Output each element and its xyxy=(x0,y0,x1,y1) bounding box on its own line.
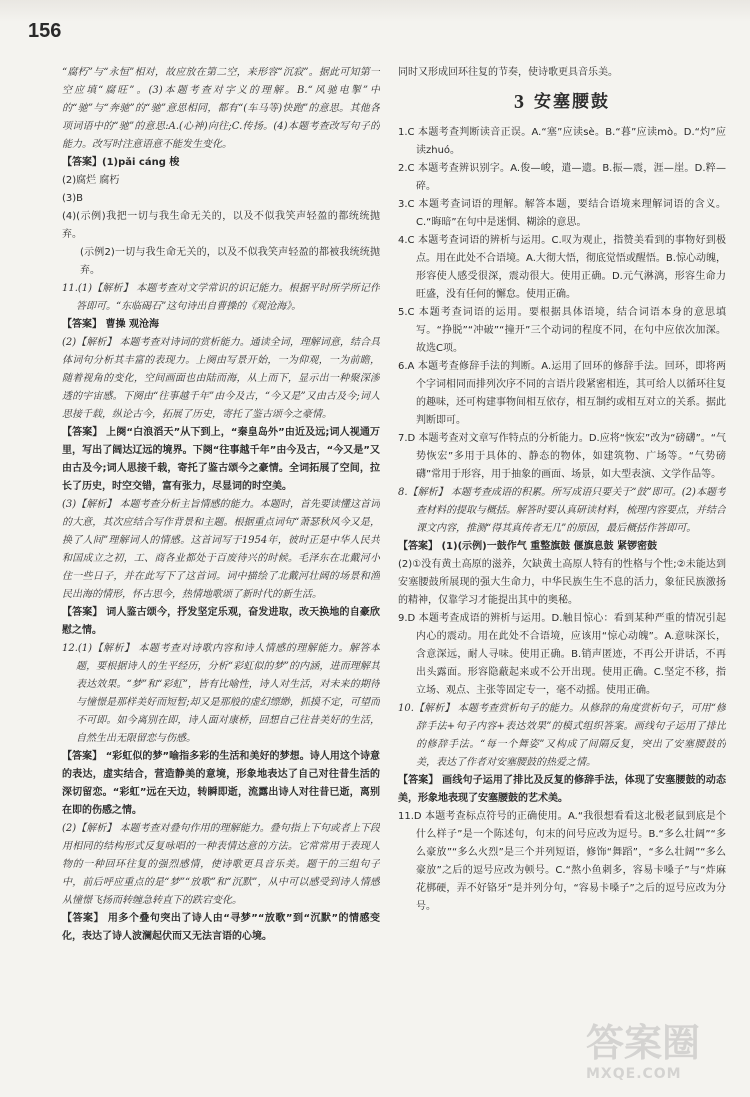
paragraph: 1.C 本题考查判断读音正误。A.“塞”应读sè。B.“暮”应读mò。D.“灼”应读zhuó。 xyxy=(398,127,726,156)
paragraph: (3)【解析】 本题考查分析主旨情感的能力。本题时，首先要读懂这首词的大意，其次应结合写作背景和主题。根据重点词句“萧瑟秋风今又是，换了人间”理解词人的情感。这首词写于1954年，彼时正是中华人民共和国成立之初，工、商各业都处于百废待兴的时候。毛泽东在北戴河小住一些日子，并在此写下了这首词。词中描绘了北戴河壮阔的场景和渔民出海的情形，怀古思今，热情地歌颂了新时代的新生活。 xyxy=(62,499,380,600)
paragraph: 12.(1)【解析】 本题考查对诗歌内容和诗人情感的理解能力。解答本题，要根据诗人的生平经历，分析“彩虹似的梦”的内涵，进而理解其表达效果。“梦”和“彩虹”，皆有比喻性，诗人对生活，对未来的期待与憧憬是那样美好而短暂;却又是那般的虚幻缥缈，抓摸不定，可望而不可即。如今离别在即，诗人面对康桥，回想自己往昔美好的生活，自然生出无限留恋与伤感。 xyxy=(62,643,380,744)
watermark-logo xyxy=(586,1021,736,1091)
section-heading xyxy=(398,84,726,120)
paragraph: (2)【解析】 本题考查对诗词的赏析能力。通读全词，理解词意，结合具体词句分析其丰富的表现力。上阕由写景开始，一为仰观，一为前瞻，随着视角的变化，空间画面也由陆而海，从上而下，显示出一种聚深渗透的宇宙感。下阕由“往事越千年”由今及古，“今又是”又由古及今;词人思接千载，纵论古今，拓展了历史，寄托了鉴古颂今之豪情。 xyxy=(62,337,380,420)
paragraph: 【答案】 曹操 观沧海 xyxy=(62,319,159,330)
paragraph: (2)【解析】 本题考查对叠句作用的理解能力。叠句指上下句或者上下段用相同的结构形式反复咏唱的一种表情达意的方法。它常常用于表现人物的一种回环往复的强烈感情，使诗歌更具音乐美。题干的三组句子中，前后呼应重点的是“梦”“放歌”和“沉默”，从中可以感受到诗人情感从憧憬飞扬而转缠急转直下的跌宕变化。 xyxy=(62,823,380,906)
paragraph: 【答案】 上阕“白浪滔天”从下到上，“秦皇岛外”由近及远;词人视通万里，写出了阔达辽远的境界。下阕“往事越千年”由今及古，“今又是”又由古及今;词人思接千载，寄托了鉴古颂今之豪情。全词拓展了空间，拉长了历史，时空交错，富有张力，尽显词的时空美。 xyxy=(62,427,380,492)
right-column xyxy=(398,64,726,1094)
paragraph: 【答案】 画线句子运用了排比及反复的修辞手法，体现了安塞腰鼓的动态美，形象地表现了安塞腰鼓的艺术美。 xyxy=(398,775,726,804)
paragraph: 【答案】(1)pǎi cáng 梭 xyxy=(62,157,180,168)
paragraph: “腐朽”与“永恒”相对，故应放在第二空，来形容“沉寂”。据此可知第一空应填“腐旺”。(3)本题考查对字义的理解。B.“风驰电掣”中的“驰”与“奔驰”的“驰”意思相同，都有“(车马等)快跑”的意思。其他各项词语中的“驰”的意思:A.(心神)向往;C.传扬。(4)本题考查改写句子的能力。改写时注意语意不能发生变化。 xyxy=(62,67,380,150)
paragraph: 【答案】 词人鉴古颂今，抒发坚定乐观，奋发进取，改天换地的自豪欣慰之情。 xyxy=(62,607,380,636)
paragraph: 8.【解析】 本题考查成语的积累。所写成语只要关于“鼓”即可。(2)本题考查材料的提取与概括。解答时要认真研读材料，梳理内容要点，并结合课文内容，推测“得其真传者无几”的原因，最后概括作答即可。 xyxy=(398,487,726,534)
page-top-band xyxy=(0,0,750,22)
paragraph: 【答案】 用多个叠句突出了诗人由“寻梦”“放歌”到“沉默”的情感变化，表达了诗人波澜起伏而又无法言语的心境。 xyxy=(62,913,380,942)
right-answers xyxy=(398,124,726,916)
paragraph: (示例2)一切与我生命无关的，以及不似我笑声轻盈的都被我统统抛弃。 xyxy=(80,247,380,276)
paragraph: 10.【解析】 本题考查赏析句子的能力。从修辞的角度赏析句子，可用“修辞手法+句子内容+表达效果”的模式组织答案。画线句子运用了排比的修辞手法。“每一个舞姿”又构成了间隔反复，突出了安塞腰鼓的美，表达了作者对安塞腰鼓的热爱之情。 xyxy=(398,703,726,768)
paragraph: 【答案】 (1)(示例)一鼓作气 重整旗鼓 偃旗息鼓 紧锣密鼓 xyxy=(398,541,658,552)
paragraph: 7.D 本题考查对文章写作特点的分析能力。D.应将“恢宏”改为“磅礴”。“气势恢宏”多用于具体的、静态的物体，如建筑物、广场等。“气势磅礴”常用于形容，用于抽象的画面、场景，如大型表演、文学作品等。 xyxy=(398,433,726,480)
paragraph: (2)腐烂 腐朽 xyxy=(62,175,120,186)
left-column xyxy=(62,64,380,1094)
paragraph: (2)①没有黄土高原的滋养，欠缺黄土高原人特有的性格与个性;②未能达到安塞腰鼓所展现的强大生命力，中华民族生生不息的活力，象征民族激扬的精神，仅靠学习才能提出其中的奥秘。 xyxy=(398,559,726,606)
right-intro-text: 同时又形成回环往复的节奏，使诗歌更具音乐美。 xyxy=(398,67,618,78)
watermark-url: MXQE.COM xyxy=(586,1066,682,1082)
paragraph: (3)B xyxy=(62,193,84,204)
paragraph: 11.(1)【解析】 本题考查对文学常识的识记能力。根据平时所学所记作答即可。“东临碣石”这句诗出自曹操的《观沧海》。 xyxy=(62,283,380,312)
section-number: 3 xyxy=(514,91,524,113)
section-title: 安塞腰鼓 xyxy=(534,92,610,112)
paragraph: 【答案】 “彩虹似的梦”喻指多彩的生活和美好的梦想。诗人用这个诗意的表达，虚实结合，营造静美的意境，形象地表达了自己对往昔生活的深切留恋。“彩虹”远在天边，转瞬即逝，流露出诗人对往昔已逝，离别在即的伤感之情。 xyxy=(62,751,380,816)
paragraph: 3.C 本题考查词语的理解。解答本题，要结合语境来理解词语的含义。C.“晦暗”在句中是迷惘、糊涂的意思。 xyxy=(398,199,726,228)
paragraph: 5.C 本题考查词语的运用。要根据具体语境，结合词语本身的意思填写。“挣脱”“冲破”“撞开”三个动词的程度不同，在句中应依次加深。故选C项。 xyxy=(398,307,726,354)
paragraph: 9.D 本题考查成语的辨析与运用。D.触目惊心：看到某种严重的情况引起内心的震动。用在此处不合语境，应该用“惊心动魄”。A.意味深长，含意深远，耐人寻味。使用正确。B.销声匿迹，不再公开讲话，不再出头露面。形容隐蔽起来或不公开出现。使用正确。C.坚定不移，指立场、观点、主张等固定专一，毫不动摇。使用正确。 xyxy=(398,613,726,696)
paragraph: 2.C 本题考查辨识别字。A.俊—峻，遣—遗。B.振—震，涯—崖。D.粹—碎。 xyxy=(398,163,726,192)
paragraph: 6.A 本题考查修辞手法的判断。A.运用了回环的修辞手法。回环，即将两个字词相同而排列次序不同的言语片段紧密相连，其可给人以循环往复的趣味，还可构建事物间相互依存，相互制约或相互对立的关系。据此判断即可。 xyxy=(398,361,726,426)
paragraph: 11.D 本题考查标点符号的正确使用。A.“我很想看看这北极老鼠到底是个什么样子”是一个陈述句，句末的问号应改为逗号。B.“多么壮阔”“多么豪放”“多么火烈”是三个并列短语，修饰“舞蹈”，“多么壮阔”“多么豪放”之后的逗号应改为顿号。C.“熬小鱼刺多，容易卡嗓子”与“炸麻花梆硬，弄不好铬牙”是并列分句，“容易卡嗓子”之后的逗号应改为分号。 xyxy=(398,811,726,912)
watermark-text: 答案圈 xyxy=(586,1021,701,1065)
page-number: 156 xyxy=(28,20,62,42)
paragraph: (4)(示例)我把一切与我生命无关的，以及不似我笑声轻盈的都统统抛弃。 xyxy=(62,211,380,240)
paragraph: 4.C 本题考查词语的辨析与运用。C.叹为观止，指赞美看到的事物好到极点。用在此处不合语境。A.大彻大悟，彻底觉悟或醒悟。B.惊心动魄，形容使人感受很深，震动很大。使用正确。D.元气淋漓，形容生命力旺盛，没有任何的懈怠。使用正确。 xyxy=(398,235,726,300)
